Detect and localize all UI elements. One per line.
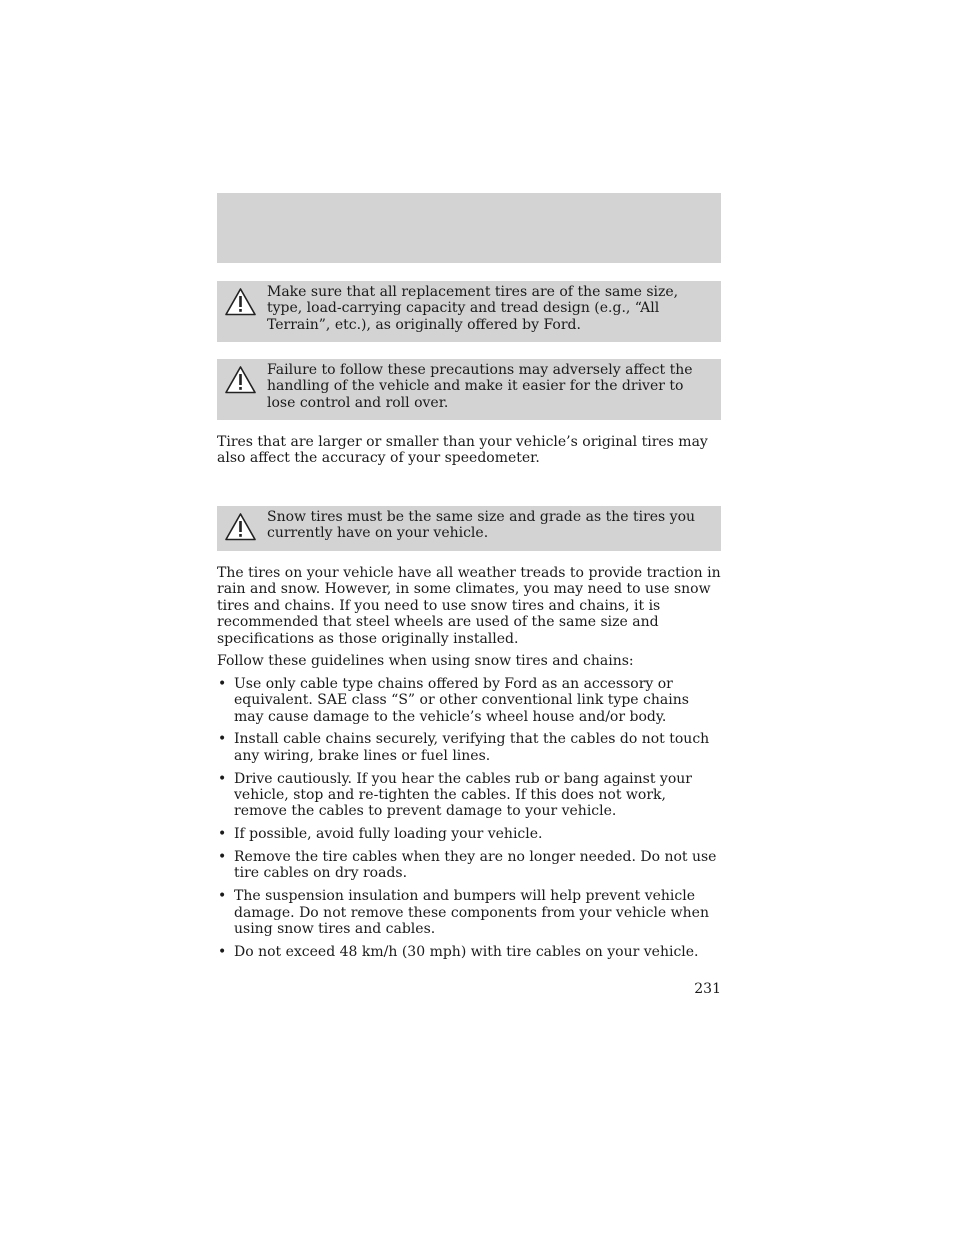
list-item: • The suspension insulation and bumpers will help prevent vehicle damage. Do not remove these components from your vehicle when using snow tires and cables. bbox=[218, 888, 709, 937]
bullet-icon: • bbox=[218, 849, 227, 866]
warning-triangle-icon bbox=[224, 512, 257, 542]
bullet-icon: • bbox=[218, 943, 227, 960]
list-item: • Use only cable type chains offered by Ford as an accessory or equivalent. SAE class “S” or other conventional link type chains may cause damage to the vehicle’s wheel house and/or body. bbox=[218, 676, 689, 725]
bullet-icon: • bbox=[218, 676, 227, 692]
warning-text: Failure to follow these precautions may adversely affect the handling of the vehicle and make it easier for the driver to lose control and roll over. bbox=[267, 362, 693, 411]
bullet-icon: • bbox=[218, 731, 227, 748]
list-item: • Drive cautiously. If you hear the cables rub or bang against your vehicle, stop and re-tighten the cables. If this does not work, remove the cables to prevent damage to your vehicle. bbox=[218, 770, 692, 820]
list-item: • Do not exceed 48 km/h (30 mph) with tire cables on your vehicle. bbox=[218, 943, 699, 960]
warning-triangle-icon bbox=[224, 287, 257, 317]
warning-text: Make sure that all replacement tires are of the same size, type, load-carrying capacity and tread design (e.g., “All Terrain”, etc.), as originally offered by Ford. bbox=[267, 284, 679, 333]
speedometer-paragraph: Tires that are larger or smaller than your vehicle’s original tires may also affect the accuracy of your speedometer. bbox=[217, 434, 708, 467]
guidelines-intro: Follow these guidelines when using snow tires and chains: bbox=[217, 653, 634, 669]
all-weather-paragraph: The tires on your vehicle have all weather treads to provide traction in rain and snow. However, in some climates, you may need to use snow tires and chains. If you need to use snow tires and chains, it is recommended that steel wheels are used of the same size and specifications as those originally installed. bbox=[217, 565, 721, 647]
warning-triangle-icon bbox=[224, 365, 257, 395]
warning-box-tire-match bbox=[217, 281, 721, 342]
list-item: • Install cable chains securely, verifying that the cables do not touch any wiring, brake lines or fuel lines. bbox=[218, 731, 710, 764]
list-item: • If possible, avoid fully loading your vehicle. bbox=[218, 826, 543, 843]
bullet-icon: • bbox=[218, 826, 227, 843]
page-number: 231 bbox=[694, 981, 721, 997]
header-band bbox=[217, 193, 721, 263]
warning-box-snow-tires bbox=[217, 506, 721, 551]
bullet-icon: • bbox=[218, 888, 227, 905]
guidelines-list bbox=[217, 676, 721, 967]
bullet-icon: • bbox=[218, 770, 227, 787]
list-item: • Remove the tire cables when they are no longer needed. Do not use tire cables on dry roads. bbox=[218, 849, 717, 882]
warning-text: Snow tires must be the same size and grade as the tires you currently have on your vehicle. bbox=[267, 509, 696, 542]
warning-box-rollover bbox=[217, 359, 721, 420]
